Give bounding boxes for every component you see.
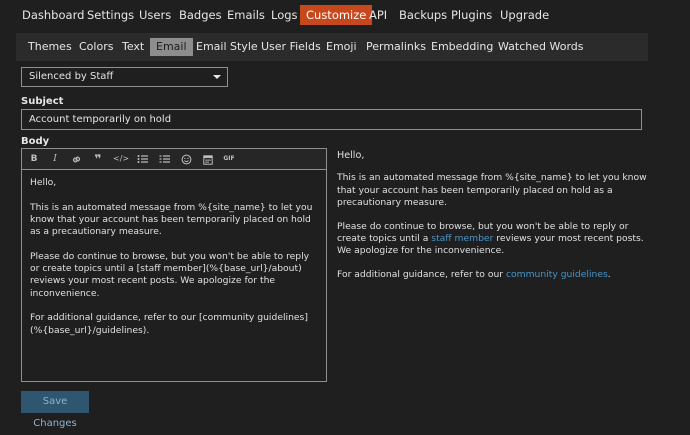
preview-text: reviews your most recent posts. We apologize for the inconvenience. [337, 232, 644, 257]
tab-colors[interactable]: Colors [79, 40, 114, 53]
preview-text: Please do continue to browse, but you won't be able to reply or create topics until a [337, 220, 629, 244]
tab-user-fields[interactable]: User Fields [261, 40, 321, 53]
email-template-select-value: Silenced by Staff [29, 71, 114, 82]
customize-sub-nav [16, 33, 648, 61]
email-preview [337, 150, 657, 293]
nav-dashboard[interactable]: Dashboard [22, 8, 85, 22]
body-line: Hello, [30, 177, 57, 188]
nav-backups[interactable]: Backups [399, 8, 448, 22]
calendar-icon[interactable] [201, 152, 215, 166]
nav-api[interactable]: API [369, 8, 388, 22]
chevron-down-icon [213, 75, 221, 79]
subject-input-value: Account temporarily on hold [29, 114, 172, 125]
numbered-list-icon[interactable] [157, 152, 171, 166]
preview-paragraph: This is an automated message from %{site_name} to let you know that your account has been temporarily placed on hold as a precautionary measure. [337, 172, 647, 208]
gif-icon[interactable]: GIF [223, 155, 235, 162]
tab-permalinks[interactable]: Permalinks [366, 40, 426, 53]
nav-logs[interactable]: Logs [271, 8, 298, 22]
quote-icon[interactable]: ❞ [94, 152, 102, 166]
emoji-icon[interactable] [179, 152, 193, 166]
body-line: This is an automated message from %{site_name} to let you know that your account has been temporarily placed on hold as a precautionary measure. [30, 201, 313, 238]
body-line: For additional guidance, refer to our [community guidelines](%{base_url}/guidelines). [30, 312, 308, 336]
body-editor [21, 148, 327, 382]
nav-users[interactable]: Users [139, 8, 172, 22]
preview-text: . [607, 269, 611, 281]
tab-watched-words[interactable]: Watched Words [498, 40, 584, 53]
nav-upgrade[interactable]: Upgrade [500, 8, 550, 22]
preview-greeting: Hello, [337, 150, 365, 161]
italic-icon[interactable]: I [53, 154, 57, 164]
admin-top-nav [0, 0, 690, 30]
bullet-list-icon[interactable] [135, 152, 149, 166]
body-line: Please do continue to browse, but you won't be able to reply or create topics until a [staff member](%{base_url}/about) reviews your most recent posts. We apologize for the inconvenience. [30, 250, 310, 299]
subject-label: Subject [21, 96, 64, 107]
body-textarea[interactable] [30, 177, 320, 349]
nav-settings[interactable]: Settings [87, 8, 135, 22]
tab-email-style[interactable]: Email Style [196, 40, 258, 53]
tab-embedding[interactable]: Embedding [431, 40, 494, 53]
nav-emails[interactable]: Emails [227, 8, 265, 22]
tab-text[interactable]: Text [122, 40, 145, 53]
tab-themes[interactable]: Themes [28, 40, 72, 53]
preview-paragraph [337, 221, 657, 258]
staff-member-link[interactable]: staff member [431, 232, 494, 244]
nav-customize[interactable]: Customize [300, 5, 372, 25]
editor-toolbar [22, 149, 326, 170]
link-icon[interactable] [69, 152, 83, 166]
nav-plugins[interactable]: Plugins [451, 8, 493, 22]
email-template-select[interactable] [21, 67, 228, 87]
bold-icon[interactable]: B [30, 154, 38, 164]
community-guidelines-link[interactable]: community guidelines [505, 269, 608, 281]
preview-paragraph [337, 269, 657, 281]
save-changes-button[interactable]: Save Changes [21, 391, 89, 413]
nav-badges[interactable]: Badges [179, 8, 222, 22]
code-icon[interactable]: </> [113, 154, 130, 163]
tab-emoji[interactable]: Emoji [326, 40, 357, 53]
body-label: Body [21, 136, 50, 147]
subject-input[interactable] [21, 109, 642, 130]
preview-text: For additional guidance, refer to our [337, 269, 506, 281]
tab-email[interactable]: Email [150, 38, 193, 56]
